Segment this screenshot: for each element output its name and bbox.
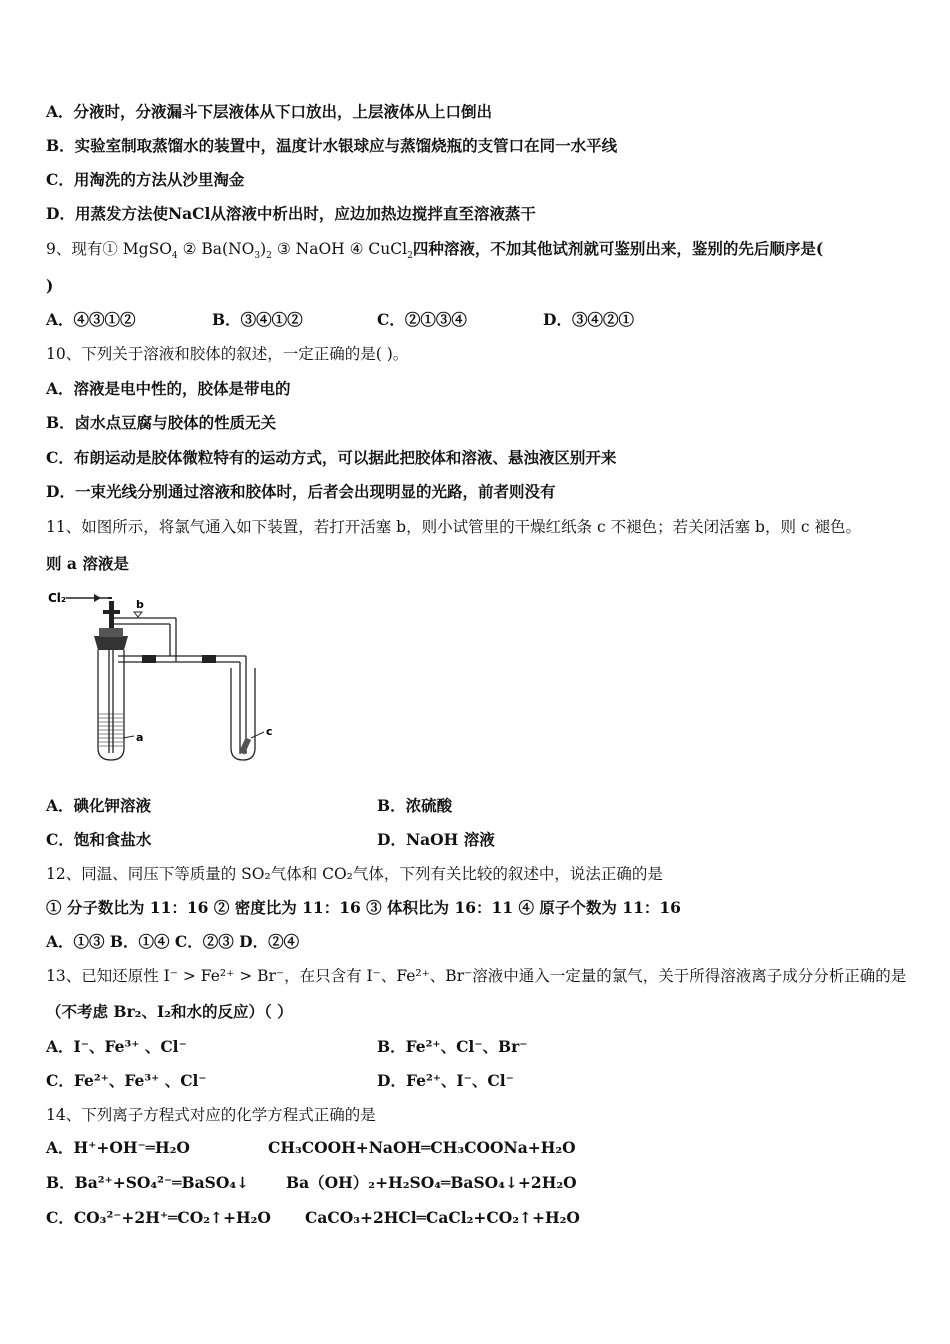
q13-option-b: B．Fe²⁺、Cl⁻、Br⁻ [377, 1037, 528, 1056]
q10-option-b: B．卤水点豆腐与胶体的性质无关 [46, 413, 277, 432]
q9-option-c: C．②①③④ [377, 310, 467, 329]
q13-stem-line2: （不考虑 Br₂、I₂和水的反应）（ ） [46, 1002, 293, 1021]
q8-option-d: D．用蒸发方法使NaCl从溶液中析出时，应边加热边搅拌直至溶液蒸干 [46, 204, 536, 223]
q13-option-a: A．I⁻、Fe³⁺ 、Cl⁻ [46, 1037, 187, 1056]
q14-stem: 14、下列离子方程式对应的化学方程式正确的是 [46, 1106, 376, 1124]
q8-option-a: A．分液时，分液漏斗下层液体从下口放出，上层液体从上口倒出 [46, 102, 493, 121]
label-a: a [136, 731, 144, 744]
q10-option-c: C．布朗运动是胶体微粒特有的运动方式，可以据此把胶体和溶液、悬浊液区别开来 [46, 448, 617, 467]
q11-stem-line2: 则 a 溶液是 [46, 554, 129, 573]
q10-option-a: A．溶液是电中性的，胶体是带电的 [46, 379, 291, 398]
label-b: b [136, 598, 144, 611]
label-c: c [266, 725, 273, 738]
q8-option-c: C．用淘洗的方法从沙里淘金 [46, 170, 245, 189]
q9-stem-close: ) [46, 276, 54, 295]
q14-option-a-equation: CH₃COOH+NaOH═CH₃COONa+H₂O [268, 1138, 576, 1157]
q12-stem: 12、同温、同压下等质量的 SO₂气体和 CO₂气体，下列有关比较的叙述中，说法正确的是 [46, 865, 663, 883]
q11-option-d: D．NaOH 溶液 [377, 830, 495, 849]
q14-option-a-ionic: A．H⁺+OH⁻═H₂O [46, 1138, 190, 1157]
q14-option-c-ionic: C．CO₃²⁻+2H⁺═CO₂↑+H₂O [46, 1208, 271, 1227]
q13-stem-line1: 13、已知还原性 I⁻ > Fe²⁺ > Br⁻，在只含有 I⁻、Fe²⁺、Br⁻溶液中通入一定量的氯气，关于所得溶液离子成分分析正确的是 [46, 967, 907, 985]
q9-option-a: A．④③①② [46, 310, 136, 329]
q11-option-c: C．饱和食盐水 [46, 830, 152, 849]
q11-option-b: B．浓硫酸 [377, 796, 453, 815]
q14-option-b-equation: Ba（OH）₂+H₂SO₄═BaSO₄↓+2H₂O [286, 1173, 577, 1192]
q14-option-c-equation: CaCO₃+2HCl═CaCl₂+CO₂↑+H₂O [305, 1208, 580, 1227]
apparatus-diagram [46, 588, 296, 768]
q10-option-d: D．一束光线分别通过溶液和胶体时，后者会出现明显的光路，前者则没有 [46, 482, 556, 501]
q12-options: A．①③ B．①④ C．②③ D．②④ [46, 932, 300, 951]
q12-items: ① 分子数比为 11：16 ② 密度比为 11：16 ③ 体积比为 16：11 ④ 原子个数为 11：16 [46, 898, 681, 917]
label-cl2: Cl₂ [48, 591, 67, 605]
q11-option-a: A．碘化钾溶液 [46, 796, 152, 815]
q9-option-b: B．③④①② [212, 310, 303, 329]
q10-stem: 10、下列关于溶液和胶体的叙述，一定正确的是( )。 [46, 345, 409, 363]
q8-option-b: B．实验室制取蒸馏水的装置中，温度计水银球应与蒸馏烧瓶的支管口在同一水平线 [46, 136, 618, 155]
q13-option-c: C．Fe²⁺、Fe³⁺ 、Cl⁻ [46, 1071, 207, 1090]
q14-option-b-ionic: B．Ba²⁺+SO₄²⁻═BaSO₄↓ [46, 1173, 250, 1192]
q9-stem: 9、现有① MgSO$_4$ ② $Ba(NO_3)_2$ ③ NaOH ④ CuCl$_2$四种溶液，不加其他试剂就可鉴别出来，鉴别的先后顺序是( [46, 239, 824, 262]
q9-option-d: D．③④②① [543, 310, 634, 329]
q11-stem-line1: 11、如图所示，将氯气通入如下装置，若打开活塞 b，则小试管里的干燥红纸条 c 不褪色；若关闭活塞 b，则 c 褪色。 [46, 518, 861, 536]
q13-option-d: D．Fe²⁺、I⁻、Cl⁻ [377, 1071, 514, 1090]
